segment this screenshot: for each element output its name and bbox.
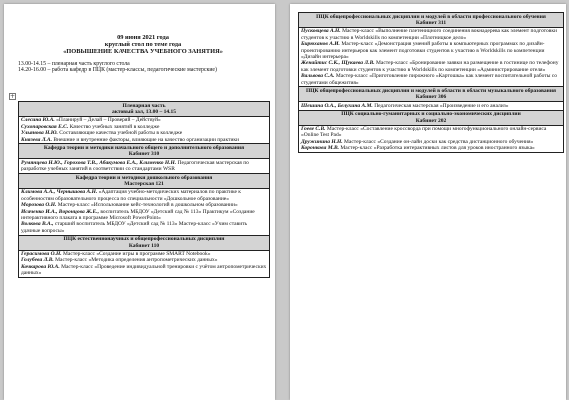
table-cell: [299, 27, 564, 87]
list-item: Голубева Л.В. Мастер-класс «Методика определения антропометрических данных»: [21, 257, 218, 264]
table-heading: ПЦК общепрофессиональных дисциплин и модулей в области профессионального обучения Кабинет 311: [299, 13, 564, 28]
document-page-right: [290, 4, 566, 400]
list-item: Волкова В.А., старший воспитатель МБДОУ «Детский сад № 113» Мастер-класс «Учим ставить удачные вопросы»: [21, 221, 248, 234]
list-item: Исаченко И.А., Воронцова Ж.Е., воспитатель МБДОУ «Детский сад № 113» Практикум «Создание интерактивного плаката в программе Microsoft PowerPoint»: [21, 208, 255, 221]
table-cell: [19, 116, 270, 144]
schedule-line: 13.00-14.15 – пленарная часть круглого стола: [18, 60, 130, 67]
list-item: Румянцева Н.Ю., Горохова Т.В., Абакумова Е.А., Клименко Н.Н. Педагогическая мастерская по разработке учебных занятий в соответствии со стандартами WSR: [21, 159, 249, 173]
list-item: Коронкова М.В. Мастер-класс «Разработка интерактивных листов для уроков иностранного языка»: [301, 145, 535, 152]
table-heading: Кафедра теории и методики дошкольного образования Мастерская 121: [19, 174, 270, 189]
table-heading: ПЦК естественнонаучных и общепрофессиональных дисциплин Кабинет 110: [19, 235, 270, 250]
list-item: Гоеве С.В. Мастер-класс «Составление кроссворда при помощи многофункционального онлайн-сервиса «Online Test Pad»: [301, 126, 547, 139]
table-heading: ПЦК общепрофессиональных дисциплин и модулей в области в области музыкального образования Кабинет 306: [299, 87, 564, 102]
list-item: Вальвова С.А. Мастер-класс «Приготовление пирожного «Картошка» как элемент воспитательной работы со студентами общежития»: [301, 73, 558, 86]
table-cell: [19, 250, 270, 278]
list-item: Бирюханов А.И. Мастер-класс «Демонстрация умений работы в компьютерных программах по дизайн-проектированию интерьеров как элемент подготовки студентов к участию в Worldskills по компетенции «Дизайн интерьера»: [301, 41, 545, 60]
event-subtitle: круглый стол по теме года: [104, 41, 182, 49]
event-schedule: [18, 61, 268, 74]
program-table-right: [298, 12, 564, 153]
table-cell: [299, 125, 564, 153]
table-cell: [19, 159, 270, 174]
program-header: [18, 34, 268, 74]
list-item: Дружинина Н.Н. Мастер-класс «Создание он-лайн доски как средства дистанционного обучения»: [301, 138, 534, 145]
schedule-line: 14.20-16.00 – работа кафедр в ПЦК (мастер-классы, педагогические мастерские): [18, 67, 217, 74]
program-table-left: [18, 101, 270, 278]
list-item: Кочкарова Ю.А. Мастер-класс «Проведение индивидуальной тренировки с учётом антропометрических данных»: [21, 263, 267, 277]
list-item: Герасимова О.Н. Мастер-класс «Создание игры в программе SMART Notebook»: [21, 251, 211, 258]
table-heading: Кафедра теории и методики начального общего и дополнительного образования Кабинет 310: [19, 144, 270, 159]
list-item: Ульянова Н.Ю. Составляющие качества учебной работы в колледже: [21, 130, 183, 137]
document-page-left: [4, 4, 275, 400]
event-date: 09 июня 2021 года: [117, 34, 169, 41]
list-item: Слесина Ю.А. «Планируй – Делай – Проверяй – Действуй»: [21, 117, 161, 124]
list-item: Пусковцева А.Н. Мастер-класс «Выполнение плетеницного соединения вокнадерева как элемент подготовки студентов к участию в Worldskills по компетенции «Плотницкое дело»: [301, 28, 557, 41]
list-item: Морозова О.Н. Мастер-класс «Использование кейс-технологий в дошкольном образовании»: [21, 202, 238, 209]
list-item: Женайтис С.К., Щукаева Л.В. Мастер-класс «Бронирование заявки на размещение в гостинице по телефону как элемент подготовки студентов к участию в Worldskills по компетенции «Администрирование отеля»: [301, 60, 559, 73]
table-cell: [19, 188, 270, 235]
list-item: Климова А.А., Чернышова А.Н. «Адаптация учебно-методических материалов по практике к особенностям образовательного процесса по специальности «Дошкольное образование»: [21, 189, 241, 202]
list-item: Князева Л.А. Внешние и внутренние факторы, влияющие на качество организации практики: [21, 136, 240, 143]
list-item: Сухопаровская Е.С. Качество учебных занятий в колледже: [21, 123, 160, 130]
table-move-handle-icon[interactable]: +: [10, 93, 16, 100]
table-heading: Пленарная часть актовый зал, 13.00 – 14.15: [19, 102, 270, 117]
list-item: Шешина О.А., Белухина А.М. Педагогическая мастерская «Произведение и его анализ»: [301, 102, 509, 109]
event-topic: «ПОВЫШЕНИЕ КАЧЕСТВА УЧЕБНОГО ЗАНЯТИЯ»: [63, 48, 223, 56]
table-heading: ПЦК социально-гуманитарных и социально-экономических дисциплин Кабинет 202: [299, 110, 564, 125]
table-cell: [299, 102, 564, 110]
